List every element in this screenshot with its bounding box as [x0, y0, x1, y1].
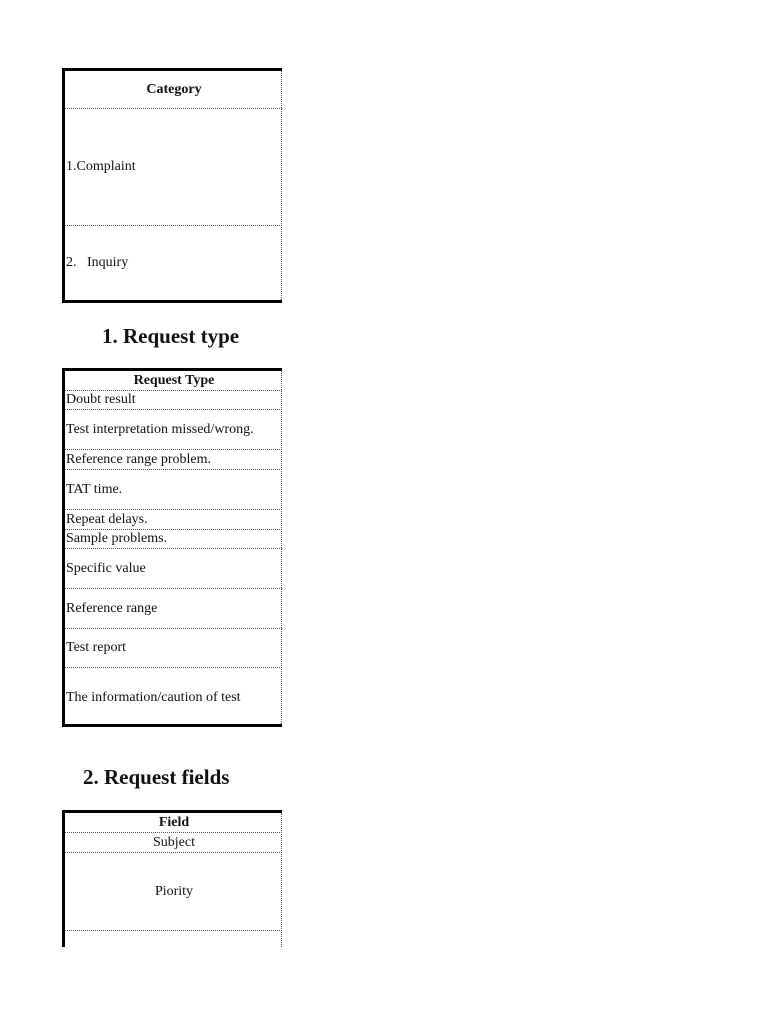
category-table: [62, 68, 282, 303]
request-type-row: Sample problems.: [65, 530, 282, 549]
table-right-border: [281, 371, 282, 724]
table-right-border: [281, 813, 282, 947]
request-type-row: Test report: [65, 629, 282, 668]
category-row-complaint: 1.Complaint: [65, 109, 282, 226]
field-header: Field: [65, 813, 282, 833]
table-right-border: [281, 71, 282, 300]
request-type-table: [62, 368, 282, 727]
category-row-inquiry: [65, 226, 282, 300]
category-row-inquiry-text: 2. Inquiry: [66, 255, 129, 270]
field-table: [62, 810, 282, 947]
section-title-request-fields: 2. Request fields: [83, 765, 230, 789]
section-title-request-type: 1. Request type: [102, 324, 240, 348]
request-type-row: Specific value: [65, 549, 282, 589]
request-type-row: The information/caution of test: [66, 689, 241, 705]
category-header: Category: [65, 71, 282, 109]
request-type-row: TAT time.: [65, 470, 282, 510]
request-type-row: Doubt result: [65, 391, 282, 410]
request-type-row: Reference range problem.: [65, 450, 282, 470]
field-row-piority: Piority: [65, 853, 282, 931]
request-type-row: Reference range: [65, 589, 282, 629]
field-row-subject: Subject: [65, 833, 282, 853]
request-type-row: Repeat delays.: [65, 510, 282, 530]
request-type-header: Request Type: [65, 371, 282, 391]
request-type-row: Test interpretation missed/wrong.: [65, 410, 282, 450]
